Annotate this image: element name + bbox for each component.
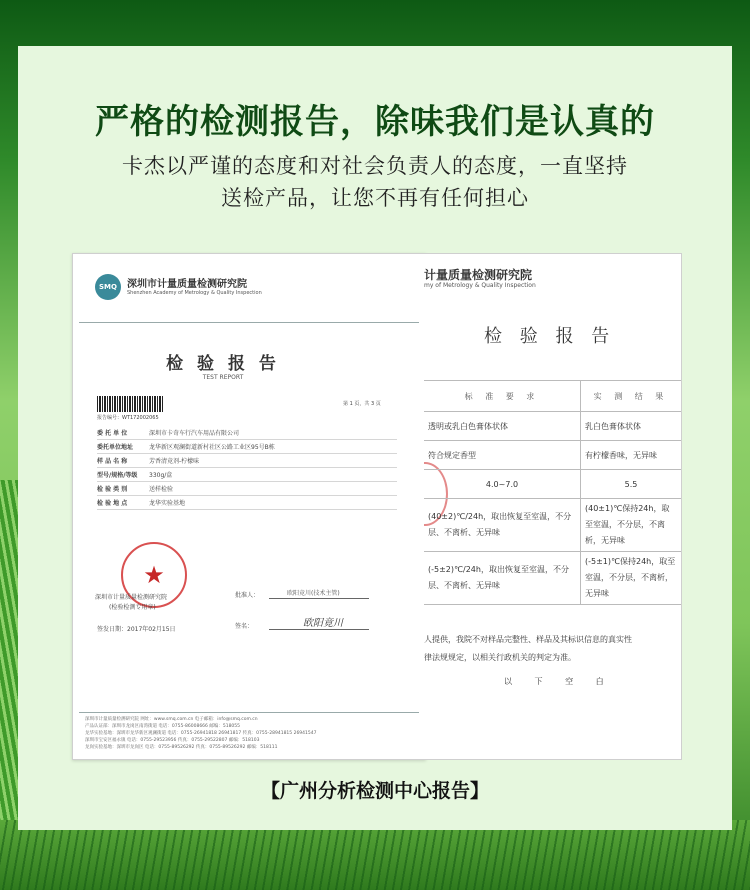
approver-label: 批准人： — [235, 592, 260, 599]
standard-cell: 符合规定香型 — [424, 441, 581, 469]
result-cell: 5.5 — [624, 479, 638, 489]
report-page-left — [72, 253, 426, 760]
standard-cell: (40±2)℃/24h，取出恢复至室温，不分层、不离析、无异味 — [424, 499, 581, 551]
page-number: 第 1 页，共 3 页 — [343, 401, 381, 407]
standard-cell: 4.0~7.0 — [424, 470, 581, 498]
info-value: 龙华实验基地 — [149, 500, 186, 507]
header-result: 实 测 结 果 — [593, 391, 669, 401]
report-page-right — [424, 253, 682, 760]
grass-decoration-bottom — [0, 820, 750, 890]
info-value: 芳香清竟剂-柠檬味 — [149, 458, 200, 465]
info-row — [97, 454, 397, 468]
institute-name-cn: 深圳市计量质量检测研究院 — [127, 279, 247, 290]
signature-line — [269, 629, 369, 630]
info-value: 送样检验 — [149, 486, 174, 493]
footer-line: 产品认证部：深圳市龙岗区南湾街道 电话：0755-86008666 邮编：518055 — [85, 724, 241, 729]
signature: 欧阳竟川 — [303, 618, 343, 629]
result-cell: 乳白色膏体状体 — [585, 421, 641, 431]
signature-label: 签名： — [235, 623, 254, 630]
table-row — [424, 441, 681, 470]
issue-date: 签发日期：2017年02月15日 — [97, 626, 176, 633]
footer-line: 龙岗实验基地：深圳市龙岗区 电话：0755-89526292 传真：0755-89526292 邮编：518111 — [85, 745, 278, 750]
headline: 严格的检测报告，除味我们是认真的 — [95, 102, 655, 142]
subtitle-line-2: 送检产品，让您不再有任何担心 — [221, 186, 529, 210]
info-table — [97, 426, 397, 510]
info-value: 深圳市卡奇车行汽车用品有限公司 — [149, 430, 240, 437]
table-row — [424, 412, 681, 441]
info-key: 型号/规格/等级 — [97, 472, 138, 479]
info-key: 委 托 单 位 — [97, 430, 128, 437]
institute-name-en: my of Metrology & Quality Inspection — [424, 282, 536, 289]
result-cell: 有柠檬香味，无异味 — [585, 450, 657, 460]
info-row — [97, 468, 397, 482]
seal-caption: 深圳市计量质量检测研究院 — [95, 594, 168, 601]
footer-line: 深圳市计量质量检测研究院 网址：www.smq.com.cn 电子邮箱：info@smq.com.cn — [85, 717, 258, 722]
info-row — [97, 440, 397, 454]
subtitle-line-1: 卡杰以严谨的态度和对社会负责人的态度，一直坚持 — [122, 154, 628, 178]
table-header-row — [424, 380, 681, 412]
standard-cell: 透明或乳白色膏体状体 — [424, 412, 581, 440]
info-value: 330g/盒 — [149, 472, 173, 479]
standard-cell: (-5±2)℃/24h，取出恢复至室温，不分层、不离析、无异味 — [424, 552, 581, 604]
info-row — [97, 496, 397, 510]
header-standard: 标 准 要 求 — [424, 381, 581, 411]
report-footer — [85, 716, 415, 751]
info-row — [97, 426, 397, 440]
seal-caption-sub: (检验检测专用章) — [109, 604, 156, 611]
info-key: 委托单位地址 — [97, 444, 134, 451]
barcode — [97, 396, 163, 412]
grass-decoration-left — [0, 480, 18, 840]
info-key: 样 品 名 称 — [97, 458, 128, 465]
info-key: 检 验 类 别 — [97, 486, 128, 493]
table-row — [424, 552, 681, 605]
content-panel — [18, 46, 732, 830]
divider — [79, 712, 419, 713]
results-table — [424, 380, 681, 605]
footer-line: 龙华实验基地：深圳市龙华新区观澜街道 电话：0755-26941818 26941817 传真：0755-28941815 26941547 — [85, 731, 317, 736]
caption: 【广州分析检测中心报告】 — [260, 780, 489, 802]
result-cell: (-5±1)℃保持24h，取至室温，不分层，不离析，无异味 — [585, 557, 676, 598]
divider — [79, 322, 419, 323]
result-cell: (40±1)℃保持24h，取至室温，不分层，不离析，无异味 — [585, 504, 670, 545]
report-title: 检 验 报 告 — [484, 326, 616, 347]
table-row — [424, 470, 681, 499]
report-title-en: TEST REPORT — [202, 374, 244, 381]
report-note: 人提供，我院不对样品完整性、样品及其标识信息的真实性 律法规规定，以相关行政机关的判定为准。 — [424, 635, 632, 662]
blank-below-text: 以 下 空 白 — [504, 677, 614, 686]
institute-name-cn: 计量质量检测研究院 — [424, 268, 533, 282]
institute-logo-icon: SMQ — [95, 274, 121, 300]
info-key: 检 验 地 点 — [97, 500, 128, 507]
footer-line: 深圳市宝安区福永镇 电话：0755-29523956 传真：0755-29522807 邮编：518103 — [85, 738, 260, 743]
report-number: 报告编号：WT172002065 — [97, 415, 159, 421]
approver-line — [269, 598, 369, 599]
info-value: 龙华新区观澜街道新村社区公路工业区95号B栋 — [149, 444, 275, 451]
approver-name: 欧阳竟川(技术主管) — [287, 590, 340, 597]
table-row — [424, 499, 681, 552]
institute-name-en: Shenzhen Academy of Metrology & Quality Inspection — [127, 290, 262, 296]
info-row — [97, 482, 397, 496]
report-title: 检 验 报 告 — [166, 354, 280, 374]
official-seal-icon: ★ — [121, 542, 187, 608]
